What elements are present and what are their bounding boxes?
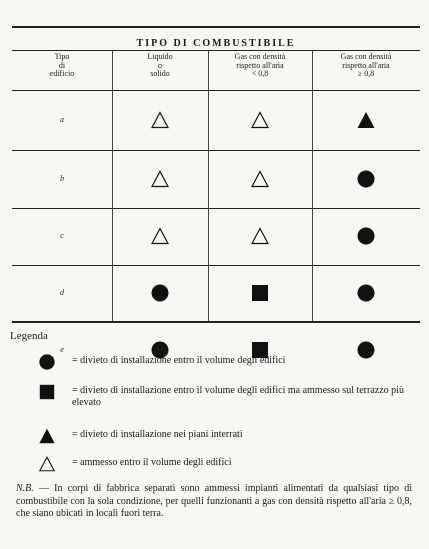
column-rule <box>208 50 209 321</box>
note-text: — In corpi di fabbrica separati sono ammessi impianti alimentati da qualsiasi tipo di combustibile con la sola condizione, per quelli funzionanti a gas con densità rispetto all'aria ≥ 0,8, che siano ubicati in locali fuori terra. <box>16 483 412 519</box>
legend-text: = ammesso entro il volume degli edifici <box>72 457 232 468</box>
column-rule <box>312 50 313 321</box>
table-title: TIPO DI COMBUSTIBILE <box>136 38 296 49</box>
triangle-open-icon <box>38 455 56 473</box>
header-text: Gas con densità <box>340 52 392 61</box>
header-text: solido <box>150 69 170 78</box>
triangle-open-icon <box>250 169 270 189</box>
legend-text: = divieto di installazione nei piani interrati <box>72 429 243 440</box>
header-text: Tipo <box>54 52 70 61</box>
title-rule <box>12 50 420 51</box>
note-paragraph <box>16 483 412 521</box>
header-text: Gas con densità <box>234 52 286 61</box>
row-label: c <box>60 231 64 240</box>
square-filled-icon <box>38 383 56 401</box>
table-top-rule <box>12 26 420 28</box>
triangle-filled-icon <box>38 427 56 445</box>
header-text: o <box>158 60 162 70</box>
circle-filled-icon <box>38 353 56 371</box>
row-label: b <box>60 174 64 183</box>
legend-text: = divieto di installazione entro il volume degli edifici <box>72 355 286 366</box>
row-label: e <box>60 345 64 354</box>
row-rule <box>12 208 420 209</box>
row-label: d <box>60 288 64 297</box>
note-prefix: N.B. <box>16 483 34 494</box>
table-bottom-rule <box>12 321 420 323</box>
circle-filled-icon <box>356 283 376 303</box>
triangle-open-icon <box>150 226 170 246</box>
triangle-open-icon <box>150 169 170 189</box>
header-text: edificio <box>49 69 75 78</box>
header-text: di <box>58 60 66 70</box>
row-rule <box>12 265 420 266</box>
legend-text: = divieto di installazione entro il volume degli edifici ma ammesso sul terrazzo più elevato <box>72 385 404 408</box>
header-text: rispetto all'aria <box>236 60 284 70</box>
triangle-open-icon <box>150 110 170 130</box>
header-text: Liquido <box>147 52 173 61</box>
header-text: rispetto all'aria <box>342 60 390 70</box>
circle-filled-icon <box>150 283 170 303</box>
row-rule <box>12 150 420 151</box>
header-rule <box>12 90 420 91</box>
header-text: < 0,8 <box>251 69 269 78</box>
triangle-filled-icon <box>356 110 376 130</box>
triangle-open-icon <box>250 226 270 246</box>
triangle-open-icon <box>250 110 270 130</box>
circle-filled-icon <box>356 226 376 246</box>
header-gas-heavy <box>312 53 420 79</box>
circle-filled-icon <box>356 169 376 189</box>
header-text: ≥ 0,8 <box>357 69 375 78</box>
square-filled-icon <box>250 283 270 303</box>
column-rule <box>112 50 113 321</box>
row-label: a <box>60 115 64 124</box>
header-building-type <box>12 53 112 79</box>
header-gas-light <box>208 53 312 79</box>
legend-title: Legenda <box>10 330 48 342</box>
header-liquid-solid <box>112 53 208 79</box>
